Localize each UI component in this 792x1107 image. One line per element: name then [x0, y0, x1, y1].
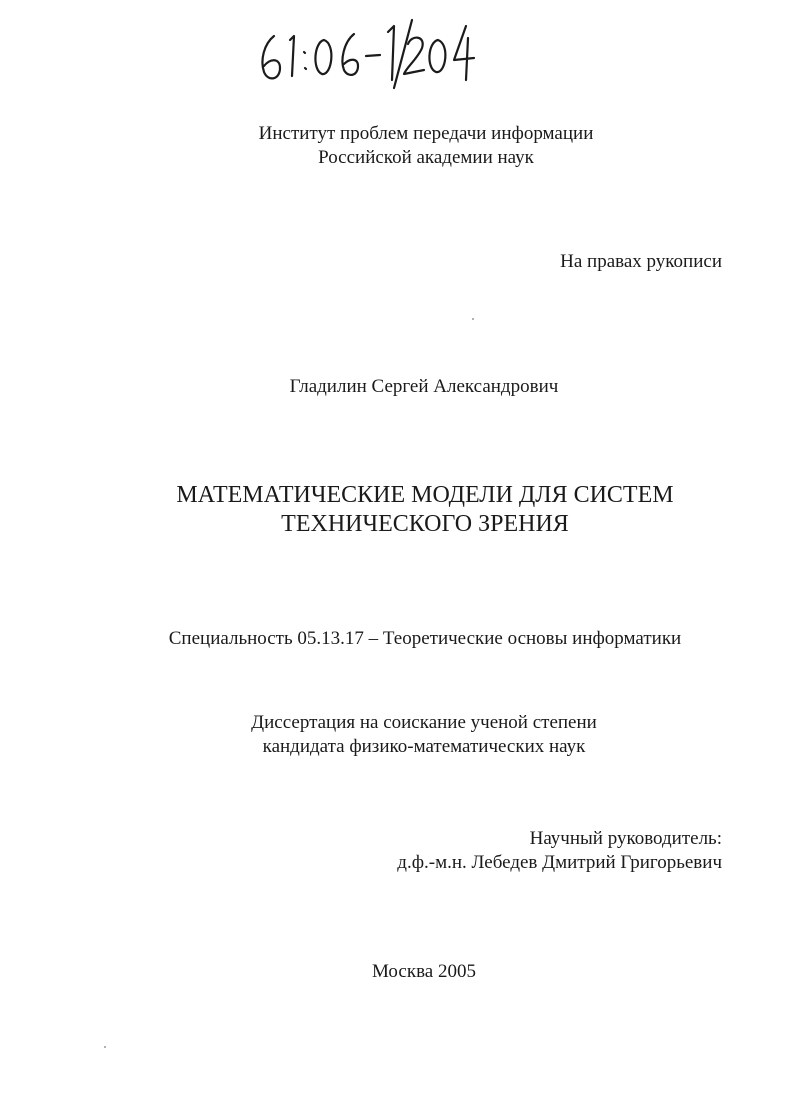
city-year: Москва 2005 — [372, 961, 476, 982]
scientific-advisor — [397, 827, 722, 875]
author-name: Гладилин Сергей Александрович — [289, 376, 559, 397]
institute-name — [0, 122, 792, 170]
scan-speck — [104, 1046, 106, 1048]
institute-line-2: Российской академии наук — [318, 147, 534, 168]
advisor-label: Научный руководитель: — [529, 828, 722, 849]
title-line-2: ТЕХНИЧЕСКОГО ЗРЕНИЯ — [281, 511, 569, 537]
scan-speck — [472, 318, 474, 320]
title-line-1: МАТЕМАТИЧЕСКИЕ МОДЕЛИ ДЛЯ СИСТЕМ — [176, 482, 674, 508]
dissertation-degree — [0, 711, 792, 759]
advisor-name: д.ф.-м.н. Лебедев Дмитрий Григорьевич — [397, 852, 722, 873]
specialty-line: Специальность 05.13.17 – Теоретические основы информатики — [168, 628, 682, 649]
degree-line-1: Диссертация на соискание ученой степени — [251, 712, 597, 733]
dissertation-title — [0, 481, 792, 539]
handwritten-archive-code — [252, 18, 477, 90]
institute-line-1: Институт проблем передачи информации — [258, 123, 594, 144]
degree-line-2: кандидата физико-математических наук — [262, 736, 586, 757]
manuscript-note: На правах рукописи — [560, 251, 722, 272]
handwritten-code-drawing — [252, 18, 477, 90]
